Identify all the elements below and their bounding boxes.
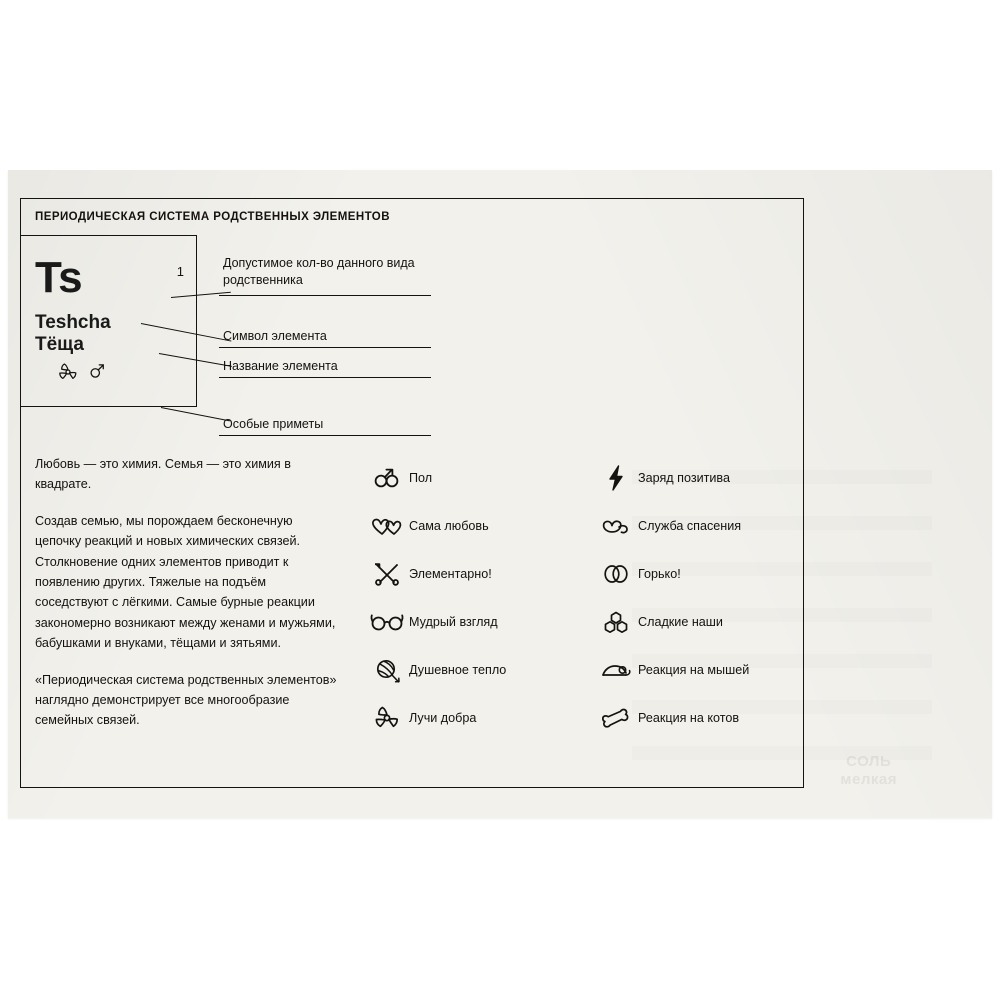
legend-label-symbol: Символ элемента [223,329,327,343]
icon-legend-left-column [365,454,560,747]
icon-label: Заряд позитива [638,471,730,485]
list-item [594,454,789,502]
lifebuoy-icon [594,514,638,538]
leader-underline-2 [219,347,431,348]
icon-label: Пол [409,471,433,485]
lightning-bolt-icon [594,464,638,492]
crossed-tools-icon [365,561,409,587]
list-item [365,694,560,742]
icon-label: Элементарно! [409,567,492,581]
mouse-icon [594,659,638,681]
icon-label: Реакция на мышей [638,663,750,677]
radiation-icon [57,362,79,382]
paragraph-3: «Периодическая система родственных элементов» наглядно демонстрирует все многообразие семейных связей. [35,672,337,728]
icon-label: Горько! [638,567,681,581]
element-symbol: Ts [35,253,83,302]
list-item [365,502,560,550]
icon-label: Сама любовь [409,519,489,533]
element-sample-cell [21,235,197,407]
card-body [21,454,803,747]
icon-label: Душевное тепло [409,663,507,677]
list-item [594,550,789,598]
element-count: 1 [176,264,184,279]
list-item [594,502,789,550]
periodic-table-legend-card [20,198,804,788]
printed-card-sheet [8,170,992,818]
yarn-ball-icon [365,656,409,684]
legend-label-marks: Особые приметы [223,417,324,431]
icon-label: Служба спасения [638,519,742,533]
list-item [365,454,560,502]
leader-line-4 [161,407,230,421]
list-item [594,598,789,646]
leader-underline-3 [219,377,431,378]
leader-underline-1 [219,295,431,296]
bone-icon [594,707,638,729]
legend-diagram [21,235,803,440]
icon-label: Лучи добра [409,711,477,725]
element-special-marks [35,362,184,382]
icon-legend-right-column [594,454,789,747]
icon-label: Сладкие наши [638,615,723,629]
list-item [365,550,560,598]
list-item [594,694,789,742]
legend-label-count: Допустимое кол-во данного вида родственника [223,256,415,287]
two-hearts-icon [365,514,409,538]
icon-label: Мудрый взгляд [409,615,498,629]
legend-label-name: Название элемента [223,359,338,373]
list-item [365,598,560,646]
glasses-icon [365,611,409,633]
candies-icon [594,609,638,635]
page-title: ПЕРИОДИЧЕСКАЯ СИСТЕМА РОДСТВЕННЫХ ЭЛЕМЕНТОВ [35,211,390,223]
paragraph-1: Любовь — это химия. Семья — это химия в квадрате. [35,457,291,492]
leader-underline-4 [219,435,431,436]
list-item [594,646,789,694]
icon-label: Реакция на котов [638,711,740,725]
paragraph-2: Создав семью, мы порождаем бесконечную цепочку реакций и новых химических связей. Столкновение одних элементов приводит к появлению других. Тяжелые на подъём соседствуют с лёгкими. Самые бурные реакции закономерно возникают между женами и мужьями, бабушками и внуками, тёщами и зятьями. [35,513,336,651]
icon-legend [365,454,789,747]
description-text-column [35,454,339,747]
radiation-icon [365,705,409,731]
rings-icon [594,563,638,585]
element-name-latin: Teshcha [35,312,111,333]
element-name-russian: Тёща [35,333,85,355]
gender-symbols-icon [87,362,109,382]
list-item [365,646,560,694]
backside-ghost-text: СОЛЬ мелкая [840,752,897,789]
gender-symbols-icon [365,465,409,491]
